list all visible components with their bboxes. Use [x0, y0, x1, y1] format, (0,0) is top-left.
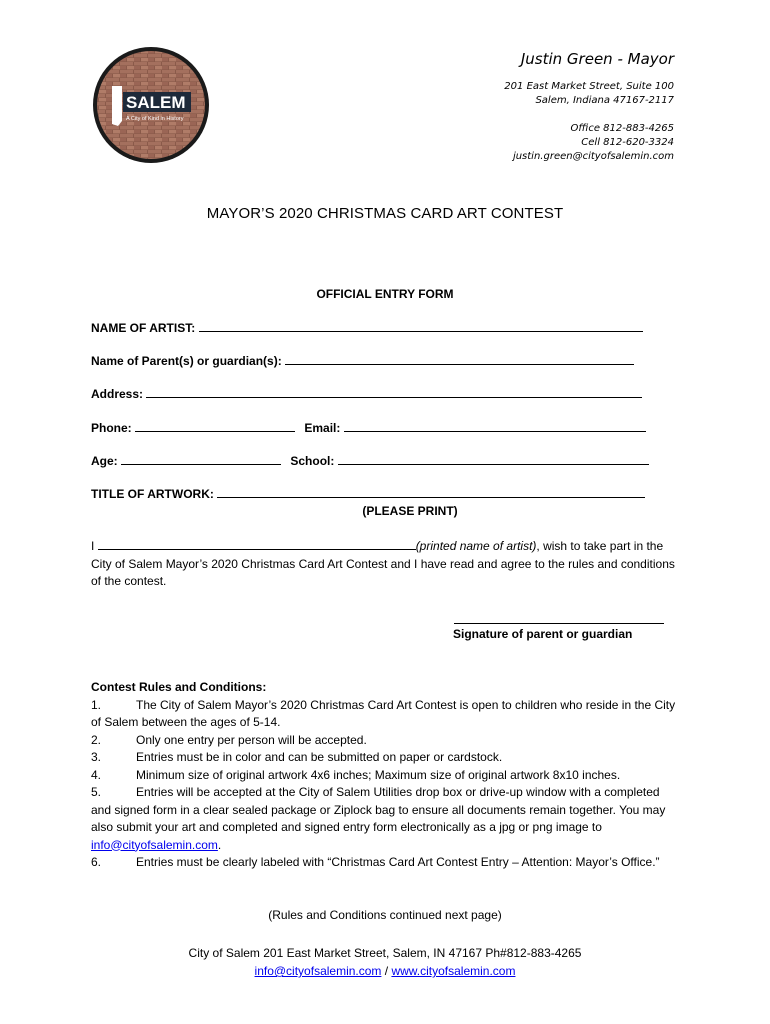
artist-name-label: NAME OF ARTIST: — [91, 321, 196, 335]
page-title: MAYOR’S 2020 CHRISTMAS CARD ART CONTEST — [206, 205, 564, 222]
signature-line[interactable] — [454, 623, 664, 624]
agreement-paragraph — [91, 538, 681, 591]
office-phone: Office 812-883-4265 — [570, 123, 674, 134]
printed-name-line[interactable] — [98, 538, 416, 550]
artwork-title-label: TITLE OF ARTWORK: — [91, 487, 214, 501]
age-school-fields[interactable] — [91, 453, 649, 468]
email-label: Email: — [304, 421, 341, 435]
footer-web-link[interactable]: www.cityofsalemin.com — [391, 964, 516, 978]
rule-item: 4. Minimum size of original artwork 4x6 inches; Maximum size of original artwork 8x10 inches. — [91, 767, 621, 782]
school-label: School: — [290, 454, 335, 468]
printed-name-hint: (printed name of artist) — [415, 539, 537, 553]
address-line[interactable] — [146, 386, 642, 398]
rule-item: 3. Entries must be in color and can be submitted on paper or cardstock. — [91, 750, 503, 764]
email-line[interactable] — [344, 420, 646, 432]
agreement-prefix: I — [91, 539, 95, 553]
rules-section — [91, 679, 681, 872]
address-line-1: 201 East Market Street, Suite 100 — [504, 81, 674, 92]
signature-label: Signature of parent or guardian — [453, 627, 633, 641]
phone-label: Phone: — [91, 421, 132, 435]
letterhead — [504, 50, 674, 164]
parent-name-line[interactable] — [285, 353, 634, 365]
footer-email-link[interactable]: info@cityofsalemin.com — [254, 964, 382, 978]
age-line[interactable] — [121, 453, 281, 465]
logo-tagline: A City of Kind in History — [126, 116, 184, 122]
rule-item: 5. Entries will be accepted at the City of Salem Utilities drop box or drive-up window with a completed and signed form in a clear sealed package or Ziplock bag to ensure all documents remain together. You may also submit your art and completed and signed entry form electronically as a jpg or png image to info@cityofsalemin.com. — [91, 785, 666, 852]
footer-address: City of Salem 201 East Market Street, Salem, IN 47167 Ph#812-883-4265 — [188, 946, 582, 960]
rule-item: 6. Entries must be clearly labeled with “Christmas Card Art Contest Entry – Attention: Mayor’s Office.” — [91, 855, 660, 869]
rules-heading: Contest Rules and Conditions: — [91, 680, 267, 694]
rule-item: 2. Only one entry per person will be accepted. — [91, 732, 367, 747]
salem-logo — [92, 46, 210, 164]
form-heading: OFFICIAL ENTRY FORM — [316, 287, 454, 301]
artist-name-field[interactable] — [91, 320, 643, 335]
footer-separator: / — [381, 964, 392, 978]
footer — [0, 944, 770, 980]
indiana-icon — [112, 86, 122, 126]
logo-text: SALEM — [126, 93, 186, 112]
artwork-title-line[interactable] — [217, 486, 645, 498]
continued-note: (Rules and Conditions continued next page) — [268, 908, 502, 922]
phone-line[interactable] — [135, 420, 295, 432]
artwork-title-field[interactable] — [91, 486, 645, 501]
address-label: Address: — [91, 387, 144, 401]
age-label: Age: — [91, 454, 118, 468]
mayor-email: justin.green@cityofsalemin.com — [512, 151, 674, 162]
rule-item: 1. The City of Salem Mayor’s 2020 Christmas Card Art Contest is open to children who reside in the City of Salem between the ages of 5-14. — [91, 697, 676, 729]
cell-phone: Cell 812-620-3324 — [581, 137, 674, 148]
address-line-2: Salem, Indiana 47167-2117 — [535, 95, 674, 106]
address-field[interactable] — [91, 386, 642, 401]
contest-email-link[interactable]: info@cityofsalemin.com — [91, 837, 218, 852]
parent-name-field[interactable] — [91, 353, 634, 368]
school-line[interactable] — [338, 453, 649, 465]
please-print-note: (PLEASE PRINT) — [362, 504, 458, 518]
mayor-name: Justin Green - Mayor — [520, 50, 674, 68]
agreement-text: , wish to take part in the City of Salem Mayor’s 2020 Christmas Card Art Contest and I have read and agree to the rules and conditions of the contest. — [91, 539, 675, 588]
parent-name-label: Name of Parent(s) or guardian(s): — [91, 354, 282, 368]
artist-name-line[interactable] — [199, 320, 643, 332]
phone-email-fields[interactable] — [91, 420, 646, 435]
